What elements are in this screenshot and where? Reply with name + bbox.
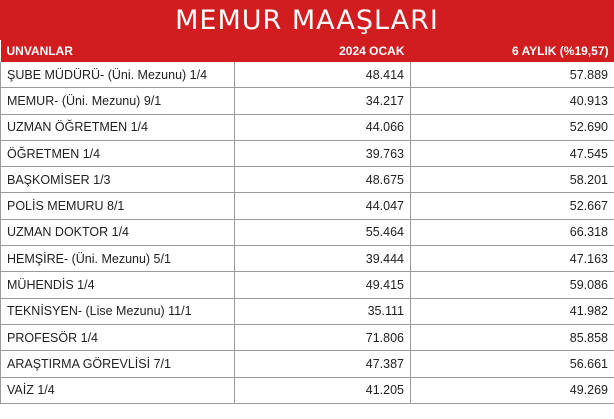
jan2024-value-cell: 49.415 — [235, 272, 411, 298]
row-title-cell: ÖĞRETMEN 1/4 — [1, 140, 235, 166]
jan2024-value-cell: 48.675 — [235, 167, 411, 193]
row-title-cell: HEMŞİRE- (Üni. Mezunu) 5/1 — [1, 246, 235, 272]
six-month-value-cell: 57.889 — [411, 62, 614, 88]
table-row — [1, 219, 614, 245]
table-row — [1, 351, 614, 377]
row-title-cell: UZMAN ÖĞRETMEN 1/4 — [1, 114, 235, 140]
jan2024-value-cell: 44.066 — [235, 114, 411, 140]
row-title-cell: BAŞKOMİSER 1/3 — [1, 167, 235, 193]
row-title-cell: UZMAN DOKTOR 1/4 — [1, 219, 235, 245]
table-row — [1, 193, 614, 219]
row-title-cell: VAİZ 1/4 — [1, 377, 235, 403]
row-title-cell: PROFESÖR 1/4 — [1, 324, 235, 350]
table-row — [1, 167, 614, 193]
jan2024-value-cell: 47.387 — [235, 351, 411, 377]
row-title-cell: ARAŞTIRMA GÖREVLİSİ 7/1 — [1, 351, 235, 377]
table-row — [1, 88, 614, 114]
table-row — [1, 324, 614, 350]
six-month-value-cell: 47.545 — [411, 140, 614, 166]
jan2024-value-cell: 35.111 — [235, 298, 411, 324]
row-title-cell: POLİS MEMURU 8/1 — [1, 193, 235, 219]
table-body — [1, 62, 614, 403]
table-row — [1, 377, 614, 403]
jan2024-value-cell: 41.205 — [235, 377, 411, 403]
column-header-six-month: 6 AYLIK (%19,57) — [411, 40, 614, 62]
jan2024-value-cell: 39.444 — [235, 246, 411, 272]
table-row — [1, 272, 614, 298]
jan2024-value-cell: 34.217 — [235, 88, 411, 114]
six-month-value-cell: 47.163 — [411, 246, 614, 272]
table-row — [1, 140, 614, 166]
title-bar — [0, 0, 614, 40]
column-header-title: UNVANLAR — [1, 40, 235, 62]
table-row — [1, 298, 614, 324]
row-title-cell: MÜHENDİS 1/4 — [1, 272, 235, 298]
jan2024-value-cell: 71.806 — [235, 324, 411, 350]
row-title-cell: MEMUR- (Üni. Mezunu) 9/1 — [1, 88, 235, 114]
table-header-row — [1, 40, 614, 62]
jan2024-value-cell: 55.464 — [235, 219, 411, 245]
six-month-value-cell: 52.667 — [411, 193, 614, 219]
six-month-value-cell: 58.201 — [411, 167, 614, 193]
six-month-value-cell: 59.086 — [411, 272, 614, 298]
six-month-value-cell: 85.858 — [411, 324, 614, 350]
jan2024-value-cell: 39.763 — [235, 140, 411, 166]
table-row — [1, 114, 614, 140]
table-row — [1, 62, 614, 88]
jan2024-value-cell: 44.047 — [235, 193, 411, 219]
six-month-value-cell: 41.982 — [411, 298, 614, 324]
six-month-value-cell: 52.690 — [411, 114, 614, 140]
row-title-cell: ŞUBE MÜDÜRÜ- (Üni. Mezunu) 1/4 — [1, 62, 235, 88]
row-title-cell: TEKNİSYEN- (Lise Mezunu) 11/1 — [1, 298, 235, 324]
table-row — [1, 246, 614, 272]
six-month-value-cell: 49.269 — [411, 377, 614, 403]
six-month-value-cell: 66.318 — [411, 219, 614, 245]
jan2024-value-cell: 48.414 — [235, 62, 411, 88]
column-header-jan2024: 2024 OCAK — [235, 40, 411, 62]
salary-table — [0, 40, 614, 404]
six-month-value-cell: 40.913 — [411, 88, 614, 114]
six-month-value-cell: 56.661 — [411, 351, 614, 377]
page-title: MEMUR MAAŞLARI — [175, 4, 439, 36]
